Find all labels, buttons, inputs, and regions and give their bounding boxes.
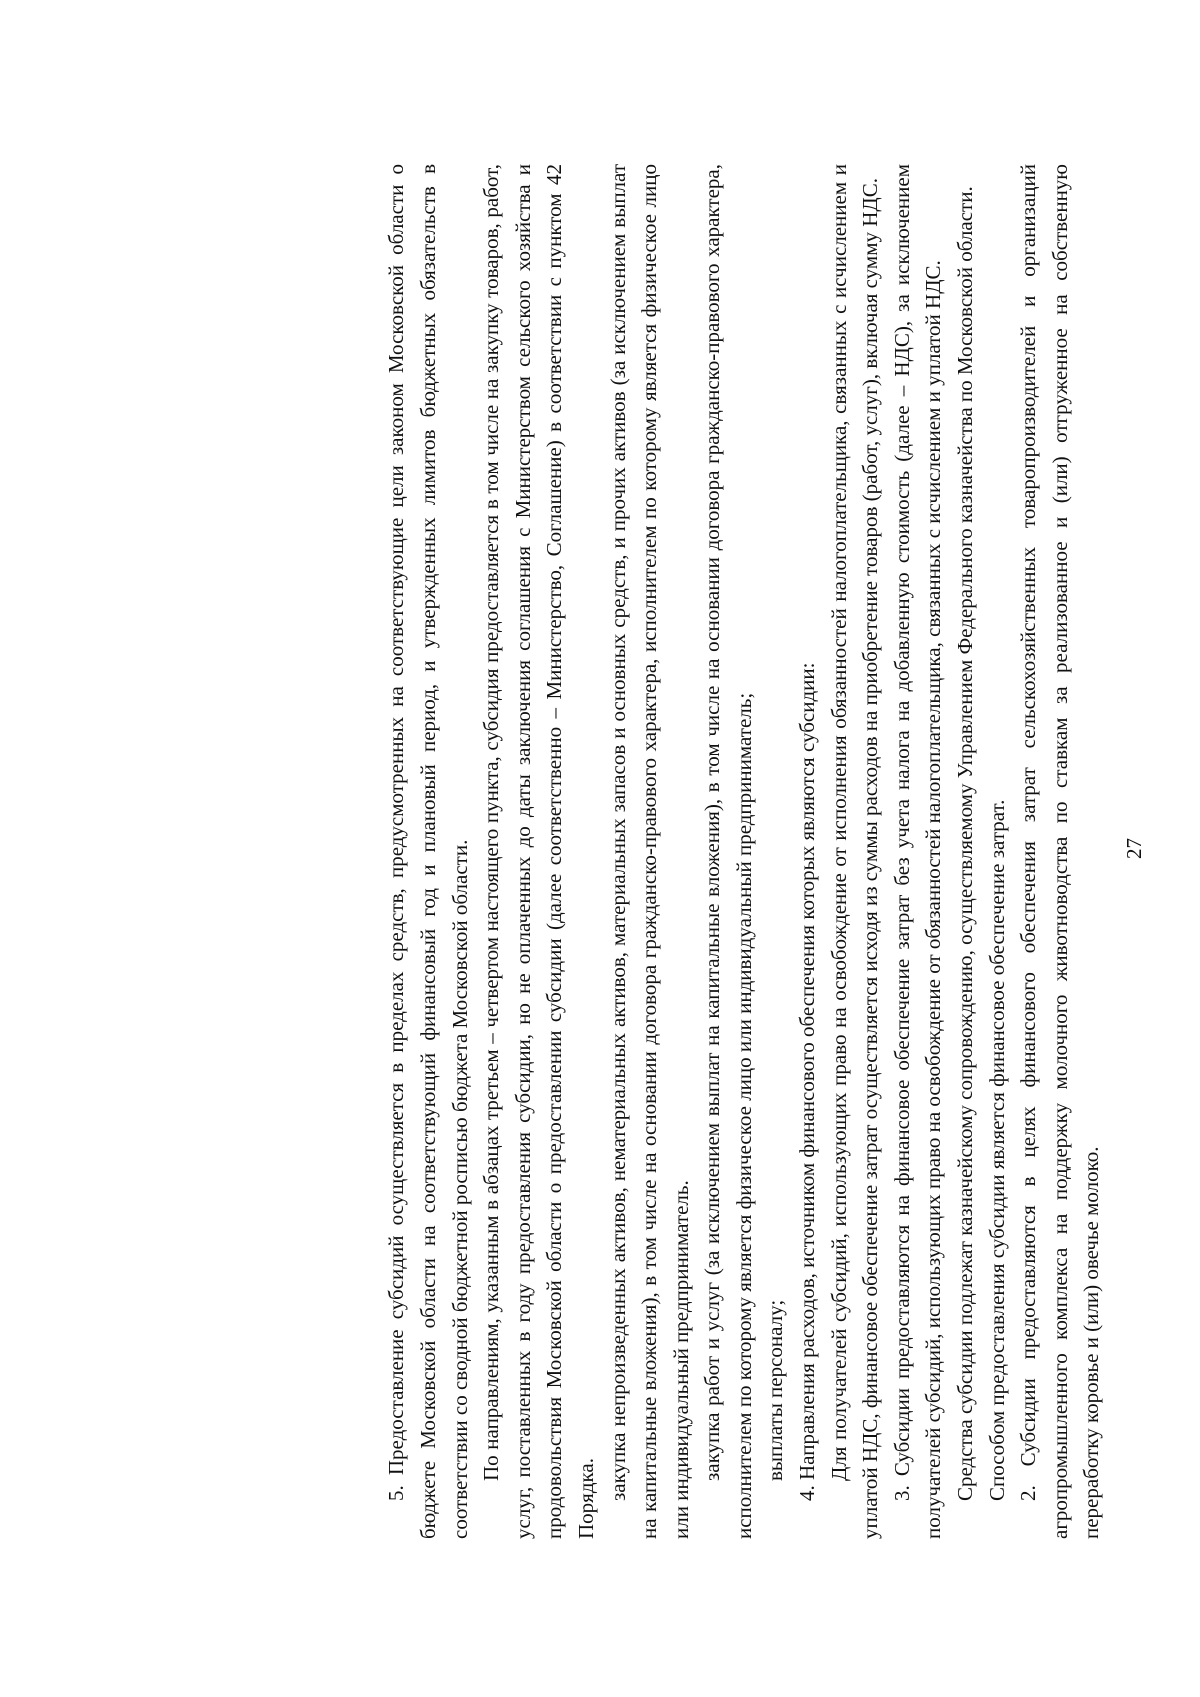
paragraph-directions-detail: По направлениям, указанным в абзацах третьем – четвертом настоящего пункта, субсидия предоставляется в том числе на закупку товаров, работ, услуг, поставленных в году предоставления субсидии, но не оплаченных до даты заключения соглашения с Министерством сельского хозяйства и продовольствия Московской области о предоставлении субсидии (далее соответственно – Министерство, Соглашение) в соответствии с пунктом 42 Порядка. [479, 164, 598, 1539]
paragraph-subsidy-purpose: 2. Субсидии предоставляются в целях финансового обеспечения затрат сельскохозяйственных товаропроизводителей и организаций агропромышленного комплекса на поддержку молочного животноводства по ставкам за реализованное и (или) отгруженное на собственную переработку коровье и (или) овечье молоко. [1016, 164, 1104, 1539]
page-number: 27 [1122, 838, 1146, 859]
list-item-works-services: закупка работ и услуг (за исключением выплат на капитальные вложения), в том числе на основании договора гражданско-правового характера, исполнителем по которому является физическое лицо или индивидуальный предприниматель; [700, 164, 756, 1539]
paragraph-budget-limits: 5. Предоставление субсидий осуществляется в пределах средств, предусмотренных на соответствующие цели законом Московской области о бюджете Московской области на соответствующий финансовый год и плановый период, и утвержденных лимитов бюджетных обязательств в соответствии со сводной бюджетной росписью бюджета Московской области. [384, 164, 472, 1539]
paragraph-treasury-support: Средства субсидии подлежат казначейскому сопровождению, осуществляемому Управлением Федерального казначейства по Московской области. [953, 186, 978, 1501]
paragraph-vat-clause: 3. Субсидии предоставляются на финансовое обеспечение затрат без учета налога на добавленную стоимость (далее – НДС), за исключением получателей субсидий, использующих право на освобождение от обязанностей налогоплательщика, связанных с исчислением и уплатой НДС. [889, 164, 946, 1539]
list-item-staff-payments: выплаты персоналу; [763, 1299, 788, 1481]
paragraph-expense-directions: 4. Направления расходов, источником финансового обеспечения которых являются субсидии: [795, 662, 820, 1501]
document-body [108, 164, 1108, 1539]
list-item-assets: закупка непроизведенных активов, нематериальных активов, материальных запасов и основных средств, и прочих активов (за исключением выплат на капитальные вложения), в том числе на основании договора гражданско-правового характера, исполнителем по которому является физическое лицо или индивидуальный предприниматель. [605, 164, 693, 1539]
paragraph-vat-exempt: Для получателей субсидий, использующих право на освобождение от исполнения обязанностей налогоплательщика, связанных с исчислением и уплатой НДС, финансовое обеспечение затрат осуществляется исходя из суммы расходов на приобретение товаров (работ, услуг), включая сумму НДС. [826, 164, 883, 1539]
paragraph-subsidy-method: Способом предоставления субсидии является финансовое обеспечение затрат. [984, 799, 1009, 1501]
